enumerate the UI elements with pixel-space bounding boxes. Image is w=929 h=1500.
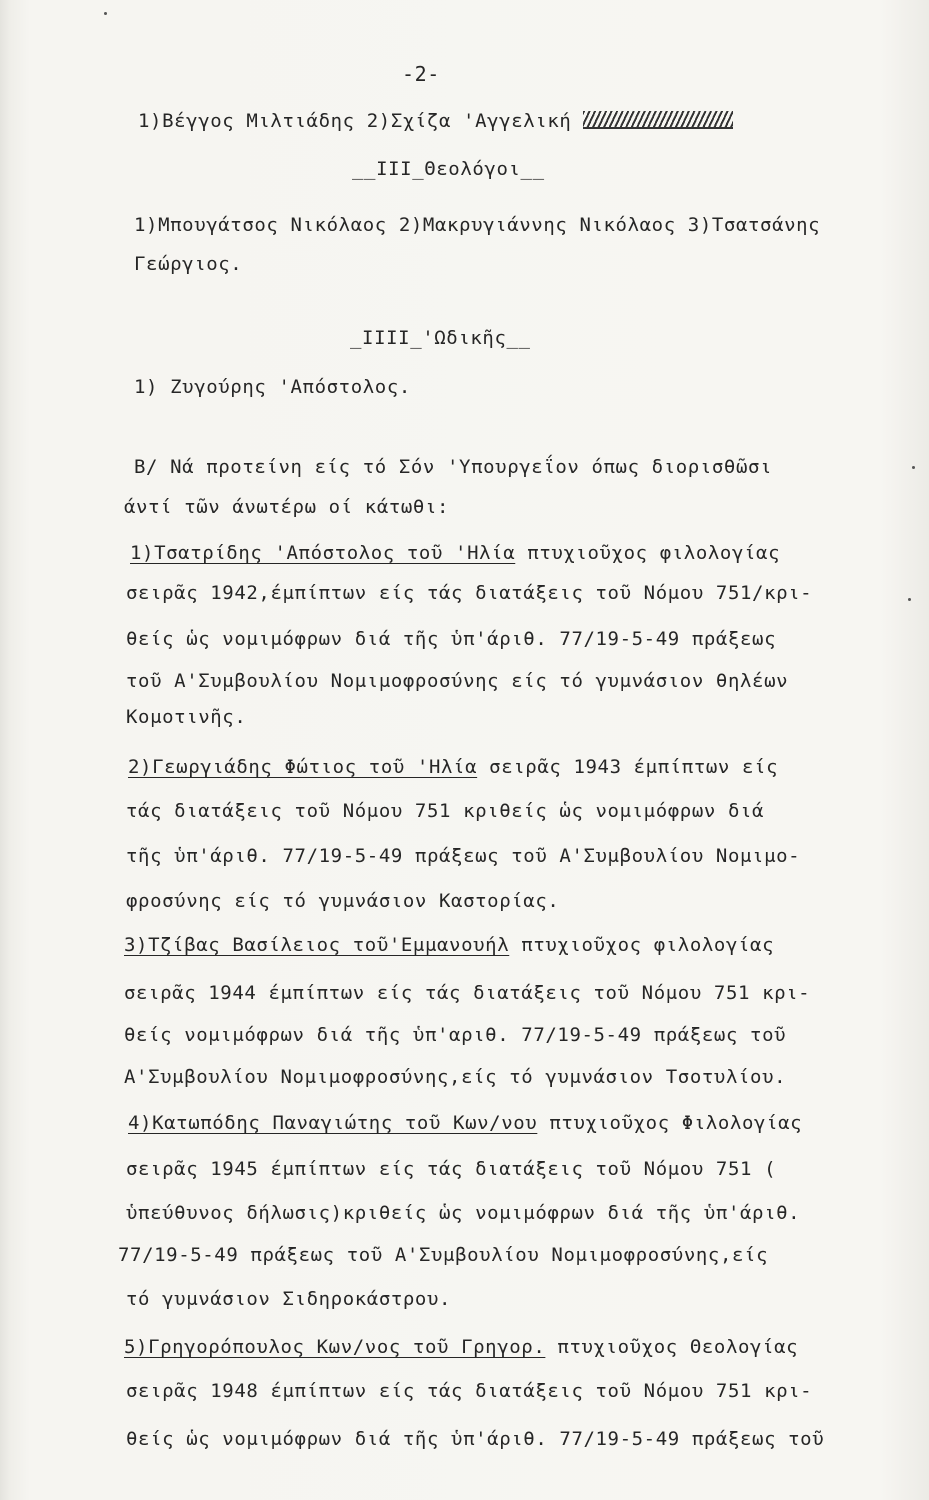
text-line: σειρᾶς 1948 έμπίπτων είς τάς διατάξεις τοῦ Νόμου 751 κρι- <box>126 1380 813 1402</box>
appointee-2-line: 2)Γεωργιάδης Φώτιος τοῦ 'Ηλία σειρᾶς 1943 έμπίπτων είς <box>128 756 779 778</box>
appointee-5-name: 5)Γρηγορόπουλος Κων/νος τοῦ Γρηγορ. <box>124 1336 546 1358</box>
page-number: -2- <box>402 62 440 86</box>
text-line: ὑπεύθυνος δήλωσις)κριθείς ὡς νομιμόφρων διά τῆς ὑπ'άριθ. <box>126 1202 801 1224</box>
text-line: σειρᾶς 1944 έμπίπτων είς τάς διατάξεις τοῦ Νόμου 751 κρι- <box>124 982 811 1004</box>
appointee-3-line: 3)Τζίβας Βασίλειος τοῦ'Εμμανουήλ πτυχιοῦχος φιλολογίας <box>124 934 775 956</box>
text-line: σειρᾶς 1945 έμπίπτων είς τάς διατάξεις τοῦ Νόμου 751 ( <box>126 1158 777 1180</box>
text-line: Α'Συμβουλίου Νομιμοφροσύνης,είς τό γυμνάσιον Τσοτυλίου. <box>124 1066 787 1088</box>
section-heading-theologians: __ΙΙΙ_Θεολόγοι__ <box>352 158 545 180</box>
text-line: 1) Ζυγούρης 'Απόστολος. <box>134 376 411 398</box>
text-line: τοῦ Α'Συμβουλίου Νομιμοφροσύνης είς τό γυμνάσιον θηλέων <box>126 670 789 692</box>
text-line: φροσύνης είς τό γυμνάσιον Καστορίας. <box>126 890 560 912</box>
text-line: τῆς ὑπ'άριθ. 77/19-5-49 πράξεως τοῦ Α'Συμβουλίου Νομιμο- <box>126 845 801 867</box>
text-line: Β/ Νά προτείνη είς τό Σόν 'Υπουργεΐον όπως διορισθῶσι <box>134 456 773 478</box>
appointee-3-name: 3)Τζίβας Βασίλειος τοῦ'Εμμανουήλ <box>124 934 510 956</box>
text-line: θείς νομιμόφρων διά τῆς ὑπ'αριθ. 77/19-5-49 πράξεως τοῦ <box>124 1024 787 1046</box>
text-line: τό γυμνάσιον Σιδηροκάστρου. <box>126 1288 452 1310</box>
appointee-4-name: 4)Κατωπόδης Παναγιώτης τοῦ Κων/νου <box>128 1112 538 1134</box>
struck-out-text <box>583 111 733 129</box>
text-line: σειρᾶς 1942,έμπίπτων είς τάς διατάξεις τοῦ Νόμου 751/κρι- <box>126 582 813 604</box>
text-line: θείς ὡς νομιμόφρων διά τῆς ὑπ'άριθ. 77/19-5-49 πράξεως <box>126 628 777 650</box>
speck <box>912 466 915 469</box>
text-line: 1)Βέγγος Μιλτιάδης 2)Σχίζα 'Αγγελική <box>138 110 733 132</box>
appointee-5-line: 5)Γρηγορόπουλος Κων/νος τοῦ Γρηγορ. πτυχιοῦχος Θεολογίας <box>124 1336 799 1358</box>
appointee-1-line: 1)Τσατρίδης 'Απόστολος τοῦ 'Ηλία πτυχιοῦχος φιλολογίας <box>130 542 781 564</box>
speck <box>908 598 911 601</box>
text-line: 1)Μπουγάτσος Νικόλαος 2)Μακρυγιάννης Νικόλαος 3)Τσατσάνης <box>134 214 821 236</box>
text-line: τάς διατάξεις τοῦ Νόμου 751 κριθείς ὡς νομιμόφρων διά <box>126 800 765 822</box>
section-heading-music: _ΙΙΙΙ_'Ωδικῆς__ <box>350 327 531 349</box>
text-line: άντί τῶν άνωτέρω οί κάτωθι: <box>124 496 450 518</box>
speck <box>104 12 107 15</box>
text-line: Κομοτινῆς. <box>126 706 247 728</box>
appointee-2-name: 2)Γεωργιάδης Φώτιος τοῦ 'Ηλία <box>128 756 478 778</box>
text-line: Γεώργιος. <box>134 253 243 275</box>
text-line: θείς ὡς νομιμόφρων διά τῆς ὑπ'άριθ. 77/19-5-49 πράξεως τοῦ <box>126 1428 825 1450</box>
appointee-1-name: 1)Τσατρίδης 'Απόστολος τοῦ 'Ηλία <box>130 542 516 564</box>
text-line: 77/19-5-49 πράξεως τοῦ Α'Συμβουλίου Νομιμοφροσύνης,είς <box>118 1244 769 1266</box>
appointee-4-line: 4)Κατωπόδης Παναγιώτης τοῦ Κων/νου πτυχιοῦχος Φιλολογίας <box>128 1112 803 1134</box>
